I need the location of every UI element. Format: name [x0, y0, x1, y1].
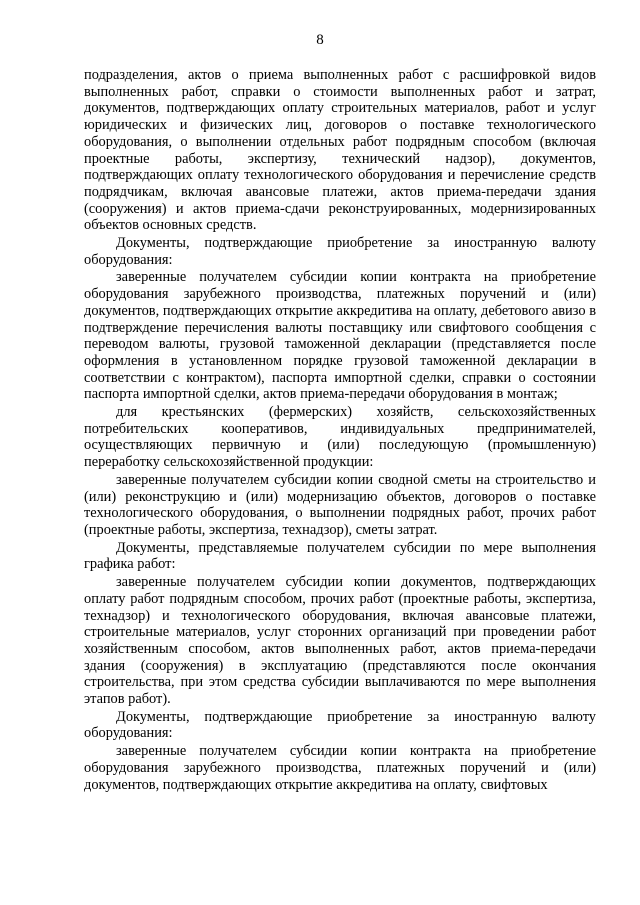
paragraph-7: заверенные получателем субсидии копии документов, подтверждающих оплату работ подрядным способом, прочих работ (проектные работы, экспертиза, технадзор) и технологического оборудования, включая авансовые платежи, строительные материалов, услуг сторонних организаций при проведении работ хозяйственным способом, актов выполненных работ, актов приема-передачи здания (сооружения) в эксплуатацию (представляются после окончания строительства, при этом средства субсидии выплачиваются по мере выполнения этапов работ). — [84, 574, 596, 708]
paragraph-1: подразделения, актов о приема выполненных работ с расшифровкой видов выполненных работ, справки о стоимости выполненных работ и затрат, документов, подтверждающих оплату строительных материалов, работ и услуг юридических и физических лиц, договоров о поставке технологического оборудования, о выполнении отдельных работ подрядным способом (включая проектные работы, экспертизу, технический надзор), документов, подтверждающих оплату технологического оборудования и перечисление средств подрядчикам, включая авансовые платежи, актов приема-передачи здания (сооружения) и актов приема-сдачи реконструированных, модернизированных объектов основных средств. — [84, 67, 596, 234]
paragraph-3: заверенные получателем субсидии копии контракта на приобретение оборудования зарубежного производства, платежных поручений и (или) документов, подтверждающих открытие аккредитива на оплату, дебетового авизо в подтверждение перечисления валюты поставщику или свифтового сообщения с переводом валюты, грузовой таможенной декларации (представляется после оформления в установленном порядке грузовой таможенной декларации в соответствии с контрактом), паспорта импортной сделки, справки о состоянии паспорта импортной сделки, актов приема-передачи оборудования в монтаж; — [84, 269, 596, 403]
paragraph-6: Документы, представляемые получателем субсидии по мере выполнения графика работ: — [84, 539, 596, 573]
paragraph-9: заверенные получателем субсидии копии контракта на приобретение оборудования зарубежного производства, платежных поручений и (или) документов, подтверждающих открытие аккредитива на оплату, свифтовых — [84, 743, 596, 793]
page-number: 8 — [316, 32, 324, 48]
paragraph-4: для крестьянских (фермерских) хозяйств, сельскохозяйственных потребительских кооперативов, индивидуальных предпринимателей, осуществляющих первичную и (или) последующую (промышленную) переработку сельскохозяйственной продукции: — [84, 404, 596, 471]
paragraph-2: Документы, подтверждающие приобретение за иностранную валюту оборудования: — [84, 235, 596, 268]
paragraph-8: Документы, подтверждающие приобретение за иностранную валюту оборудования: — [84, 708, 596, 742]
paragraph-5: заверенные получателем субсидии копии сводной сметы на строительство и (или) реконструкцию и (или) модернизацию объектов, договоров о поставке технологического оборудования, о выполнении подрядных работ, прочих работ (проектные работы, экспертиза, технадзор), сметы затрат. — [84, 471, 596, 538]
body-text — [84, 67, 596, 793]
